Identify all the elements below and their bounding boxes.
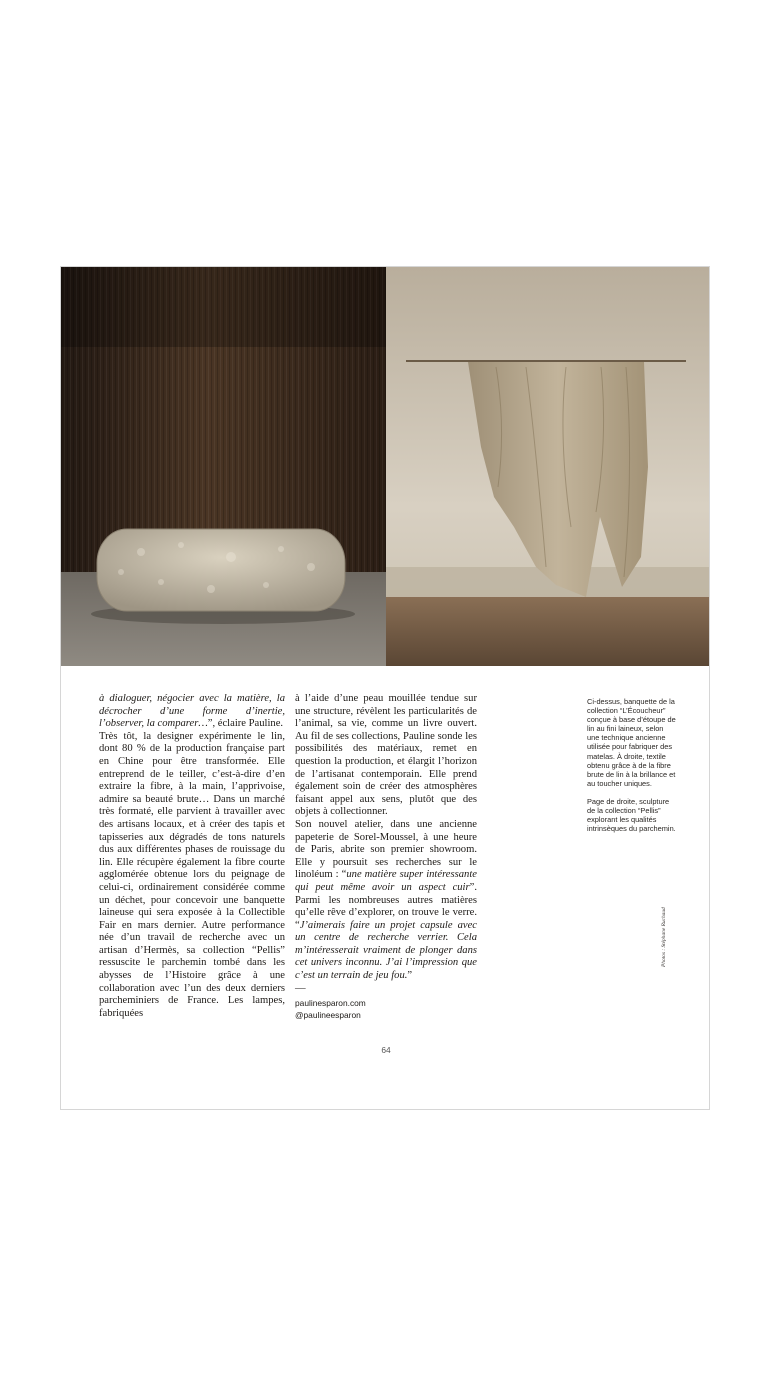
article-column-1 [99, 693, 285, 1020]
article-paragraph [295, 819, 477, 983]
quote-italic: J’aimerais faire un projet capsule avec un centre de recherche verrier. Cela m’intéresserait vraiment de plonger dans cet univers inconnu. J’ai l’impression que c’est un terrain de jeu fou. [295, 919, 477, 982]
article-paragraph [99, 693, 285, 731]
article-paragraph: à l’aide d’une peau mouillée tendue sur une structure, révèlent les particularités de l’animal, sa vie, comme un livre ouvert. Au fil de ses collections, Pauline sonde les possibilités des matériaux, remet en question la production, et élargit l’horizon de l’artisanat contemporain. Elle prend également soin de créer des atmosphères faisant appel aux sens, plutôt que des objets à collectionner. [295, 693, 477, 818]
photo-linen-textile [386, 267, 710, 666]
text-run: ” [407, 970, 413, 982]
page-number: 64 [381, 1045, 391, 1055]
photo-credit: Photos : Stéphane Ruchaud [661, 907, 667, 967]
banquette-image [61, 267, 386, 666]
caption-paragraph: Page de droite, sculpture de la collection “Pellis” explorant les qualités intrinsèques du parchemin. [587, 796, 676, 834]
contact-links [295, 997, 477, 1021]
end-dash: — [295, 982, 306, 994]
website-link[interactable]: paulinesparon.com [295, 998, 366, 1009]
photo-caption [587, 697, 677, 842]
text-run: ”. Parmi les nombreuses autres matières qu’elle rêve d’explorer, on trouve le verre. “ [295, 881, 477, 931]
quote-italic: à dialoguer, négocier avec la matière, la décrocher d’une forme d’inertie, l’observer, la comparer… [99, 693, 285, 730]
quote-attribution: ”, éclaire Pauline. [207, 718, 284, 730]
article-paragraph: Très tôt, la designer expérimente le lin, dont 80 % de la production française part en Chine pour être transformée. Elle entreprend de le teiller, c’est-à-dire d’en extraire la fibre, à la main, l’apprivoise, admire sa beauté brute… Dans un marché très formaté, elle parvient à travailler avec des artisans locaux, et à créer des tapis et tapisseries aux dégradés de tons naturels dus aux différentes phases de rouissage du lin. Elle récupère également la fibre courte agglomérée obtenue lors du peignage de celui-ci, ordinairement considérée comme un déchet, pour concevoir une banquette laineuse qui sera exposée à la Collectible Fair en mars dernier. Autre performance née d’un travail de recherche avec un artisan d’Hermès, sa collection “Pellis” ressuscite le parchemin tombé dans les abysses de l’Histoire grâce à une collaboration avec l’un des deux derniers parcheminiers de France. Les lampes, fabriquées [99, 730, 285, 1019]
instagram-handle[interactable]: @paulineesparon [295, 1010, 361, 1021]
linen-textile-image [386, 267, 710, 666]
photo-banquette [61, 267, 386, 666]
magazine-page [60, 266, 710, 1110]
article-column-2 [295, 693, 477, 1022]
caption-paragraph: Ci-dessus, banquette de la collection “L’Écoucheur” conçue à base d’étoupe de lin au fini laineux, selon une technique ancienne utilisée pour fabriquer des matelas. À droite, textile obtenu grâce à de la fibre brute de lin à la brillance et au toucher uniques. [587, 697, 676, 788]
quote-italic: une matière super intéressante qui peut même avoir un aspect cuir [295, 869, 477, 893]
text-run: Son nouvel atelier, dans une ancienne papeterie de Sorel-Moussel, à une heure de Paris, abrite son premier showroom. Elle y poursuit ses recherches sur le linoléum : “ [295, 818, 477, 881]
